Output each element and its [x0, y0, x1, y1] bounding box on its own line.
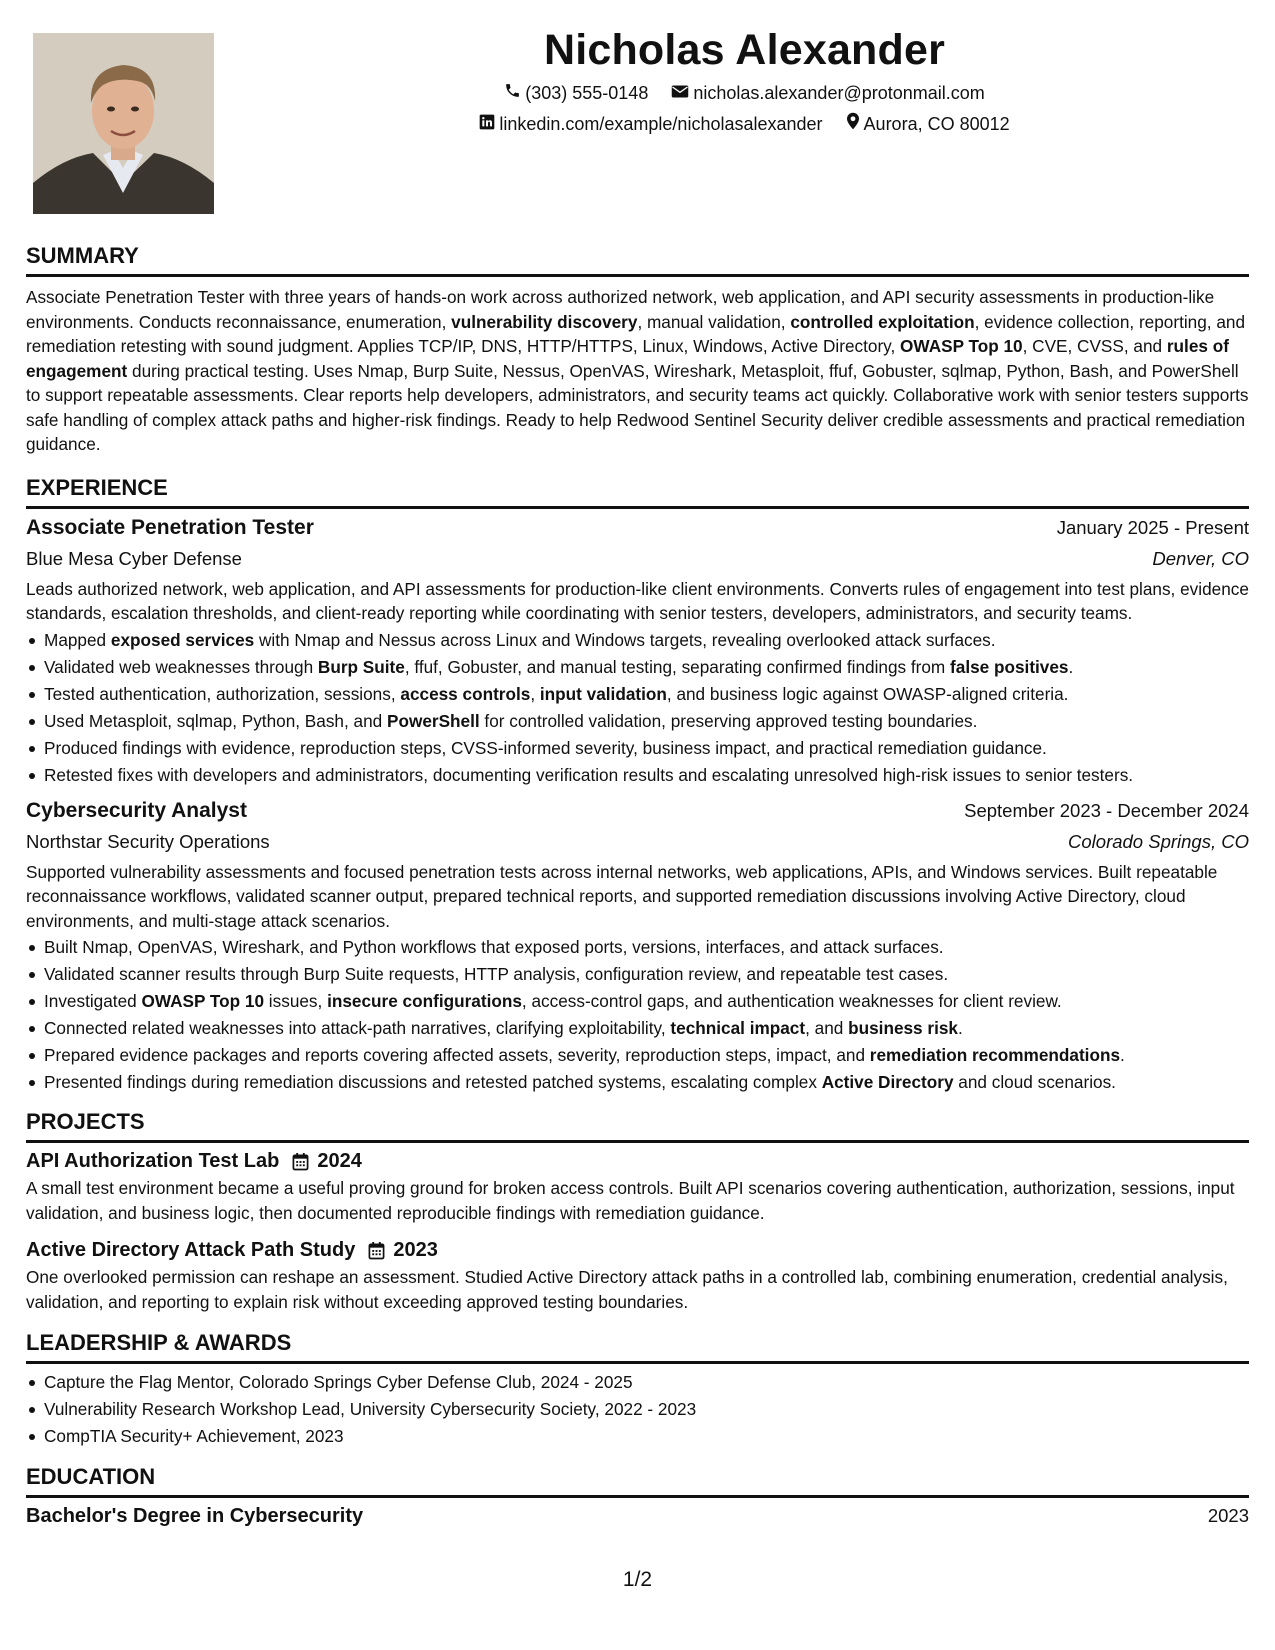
section-divider [26, 1140, 1249, 1143]
envelope-icon [671, 78, 693, 109]
text-run: . [957, 1018, 963, 1038]
phone-number: (303) 555-0148 [525, 83, 649, 103]
award-item: CompTIA Security+ Achievement, 2023 [26, 1423, 1249, 1450]
text-run: Associate Penetration Tester with three years of hands-on work across authorized network, web application, and API security assessments in production-like environments. Conducts reconnaissance, enumeration, [26, 287, 1215, 332]
section-title-education: EDUCATION [26, 1464, 156, 1489]
phone-contact [504, 78, 648, 109]
section-title-leadership: LEADERSHIP & AWARDS [26, 1330, 292, 1355]
project-description: A small test environment became a useful proving ground for broken access controls. Built API scenarios covering authentication, authorization, sessions, input validation, and business logic, then documented reproducible findings with remediation guidance. [26, 1178, 1235, 1223]
job-bullet [26, 627, 1249, 654]
text-run: during practical testing. Uses Nmap, Burp Suite, Nessus, OpenVAS, Wireshark, Metasploit, ffuf, Gobuster, sqlmap, Python, Bash, and PowerShell to support repeatable assessments. Clear reports help developers, administrators, and security teams act quickly. Collaborative work with senior testers supports safe handling of complex attack paths and higher-risk findings. Ready to help Redwood Sentinel Security deliver credible assessments and practical remediation guidance. [26, 360, 1249, 454]
bold-keyword: PowerShell [386, 710, 480, 731]
experience-section [26, 473, 1249, 1097]
section-divider [26, 506, 1249, 509]
location-contact [846, 109, 1010, 140]
bold-keyword: remediation recommendations [869, 1045, 1121, 1065]
email-contact[interactable] [671, 78, 984, 109]
text-run: , and business logic against OWASP-aligned criteria. [666, 683, 1069, 704]
text-run: Built Nmap, OpenVAS, Wireshark, and Python workflows that exposed ports, versions, interfaces, and attack surfaces. [44, 937, 944, 957]
section-title-projects: PROJECTS [26, 1109, 145, 1134]
bold-keyword: false positives [950, 656, 1069, 677]
candidate-name: Nicholas Alexander [543, 26, 946, 74]
job-bullet [26, 1042, 1249, 1069]
job-company: Blue Mesa Cyber Defense [26, 547, 242, 569]
profile-photo [33, 33, 214, 214]
project-year: 2023 [393, 1239, 438, 1261]
text-run: Retested fixes with developers and administrators, documenting verification results and escalating unresolved high-risk issues to senior testers. [44, 764, 1134, 785]
bold-keyword: technical impact [670, 1018, 806, 1038]
text-run: Investigated [44, 991, 142, 1011]
bold-keyword: business risk [848, 1018, 958, 1038]
text-run: , ffuf, Gobuster, and manual testing, separating confirmed findings from [404, 656, 951, 677]
job-bullet [26, 1069, 1249, 1096]
job-bullet [26, 681, 1249, 708]
job-title: Cybersecurity Analyst [26, 798, 247, 822]
project-description: One overlooked permission can reshape an assessment. Studied Active Directory attack paths in a controlled lab, combining enumeration, credential analysis, validation, and reporting to explain risk without exceeding approved testing boundaries. [26, 1267, 1228, 1312]
job-description: Leads authorized network, web application, and API assessments for production-like client environments. Converts rules of engagement into test plans, evidence standards, escalation thresholds, and client-ready reporting while coordinating with senior testers, developers, administrators, and security teams. [26, 578, 1249, 623]
job-bullet [26, 934, 1249, 961]
leadership-section [26, 1328, 1249, 1450]
job-location: Colorado Springs, CO [1068, 830, 1249, 852]
job-bullet [26, 961, 1249, 988]
section-title-summary: SUMMARY [26, 243, 139, 268]
section-divider [26, 1361, 1249, 1364]
text-run: Validated scanner results through Burp Suite requests, HTTP analysis, configuration review, and repeatable test cases. [44, 964, 949, 984]
text-run: and cloud scenarios. [953, 1072, 1116, 1092]
project-entry-2 [26, 1236, 1249, 1314]
text-run: Used Metasploit, sqlmap, Python, Bash, and [44, 710, 387, 731]
job-entry-1 [26, 512, 1249, 789]
bold-keyword: OWASP Top 10 [141, 991, 265, 1011]
bold-keyword: OWASP Top 10 [900, 336, 1023, 356]
text-run: Validated web weaknesses through [44, 656, 318, 677]
text-run: Produced findings with evidence, reproduction steps, CVSS-informed severity, business impact, and practical remediation guidance. [44, 737, 1047, 758]
bold-keyword: rules of engagement [26, 336, 1229, 381]
education-degree: Bachelor's Degree in Cybersecurity [26, 1505, 364, 1527]
bold-keyword: controlled exploitation [790, 311, 975, 332]
text-run: , evidence collection, reporting, and remediation retesting with sound judgment. Applies TCP/IP, DNS, HTTP/HTTPS, Linux, Windows, Active Directory, [26, 311, 1246, 356]
section-divider [26, 1495, 1249, 1498]
job-dates: January 2025 - Present [1056, 516, 1249, 538]
summary-section [26, 241, 1249, 457]
project-entry-1 [26, 1147, 1249, 1225]
text-run: Prepared evidence packages and reports covering affected assets, severity, reproduction steps, impact, and [44, 1045, 870, 1065]
job-location: Denver, CO [1152, 547, 1249, 569]
resume-body [26, 241, 1249, 1531]
project-name: Active Directory Attack Path Study [26, 1239, 356, 1261]
bold-keyword: vulnerability discovery [451, 311, 638, 332]
bold-keyword: access controls [400, 683, 531, 704]
location-text: Aurora, CO 80012 [863, 114, 1010, 134]
summary-text [26, 285, 1249, 457]
linkedin-icon [479, 109, 499, 140]
job-bullet [26, 735, 1249, 762]
awards-list [26, 1369, 1249, 1450]
job-bullet [26, 654, 1249, 681]
job-dates: September 2023 - December 2024 [964, 799, 1249, 821]
job-bullet-list [26, 627, 1249, 789]
text-run: Presented findings during remediation discussions and retested patched systems, escalating complex [44, 1072, 822, 1092]
phone-icon [504, 78, 525, 109]
text-run: Connected related weaknesses into attack-path narratives, clarifying exploitability, [44, 1018, 671, 1038]
bold-keyword: Burp Suite [317, 656, 405, 677]
projects-section [26, 1107, 1249, 1314]
section-title-experience: EXPERIENCE [26, 474, 168, 500]
bold-keyword: input validation [539, 683, 667, 704]
job-title: Associate Penetration Tester [26, 515, 314, 539]
bold-keyword: exposed services [110, 629, 255, 650]
text-run: . [1120, 1045, 1125, 1065]
text-run: , access-control gaps, and authentication weaknesses for client review. [521, 991, 1062, 1011]
job-bullet-list [26, 934, 1249, 1096]
job-bullet [26, 988, 1249, 1015]
page-number: 1/2 [622, 1568, 653, 1591]
map-pin-icon [846, 109, 864, 140]
job-company: Northstar Security Operations [26, 830, 270, 852]
text-run: Mapped [44, 629, 111, 650]
linkedin-contact[interactable] [479, 109, 822, 140]
project-name: API Authorization Test Lab [26, 1150, 280, 1172]
contact-row-1 [214, 78, 1275, 109]
project-year: 2024 [317, 1150, 362, 1172]
resume-header [214, 22, 1275, 140]
job-bullet [26, 1015, 1249, 1042]
text-run: , and [805, 1018, 849, 1038]
text-run: . [1068, 656, 1074, 677]
contact-row-2 [214, 109, 1275, 140]
award-item: Capture the Flag Mentor, Colorado Springs Cyber Defense Club, 2024 - 2025 [26, 1369, 1249, 1396]
text-run: Tested authentication, authorization, sessions, [44, 683, 401, 704]
text-run: , [530, 683, 540, 704]
job-description: Supported vulnerability assessments and focused penetration tests across internal networks, web applications, APIs, and Windows services. Built repeatable reconnaissance workflows, validated scanner output, prepared technical reports, and supported remediation discussions involving Active Directory, cloud environments, and multi-stage attack scenarios. [26, 861, 1218, 931]
bold-keyword: Active Directory [821, 1072, 954, 1092]
calendar-icon [279, 1152, 317, 1171]
job-entry-2 [26, 795, 1249, 1097]
section-divider [26, 274, 1249, 277]
award-item: Vulnerability Research Workshop Lead, University Cybersecurity Society, 2022 - 2023 [26, 1396, 1249, 1423]
text-run: with Nmap and Nessus across Linux and Windows targets, revealing overlooked attack surfaces. [254, 629, 996, 650]
text-run: for controlled validation, preserving approved testing boundaries. [479, 710, 978, 731]
email-address[interactable]: nicholas.alexander@protonmail.com [693, 83, 985, 103]
bold-keyword: insecure configurations [327, 991, 522, 1011]
calendar-icon [355, 1241, 393, 1260]
job-bullet [26, 762, 1249, 789]
education-section [26, 1462, 1249, 1531]
text-run: , manual validation, [637, 311, 791, 332]
text-run: , CVE, CVSS, and [1022, 336, 1167, 356]
text-run: issues, [264, 991, 328, 1011]
linkedin-url[interactable]: linkedin.com/example/nicholasalexander [499, 114, 823, 134]
job-bullet [26, 708, 1249, 735]
education-year: 2023 [1207, 1505, 1249, 1526]
